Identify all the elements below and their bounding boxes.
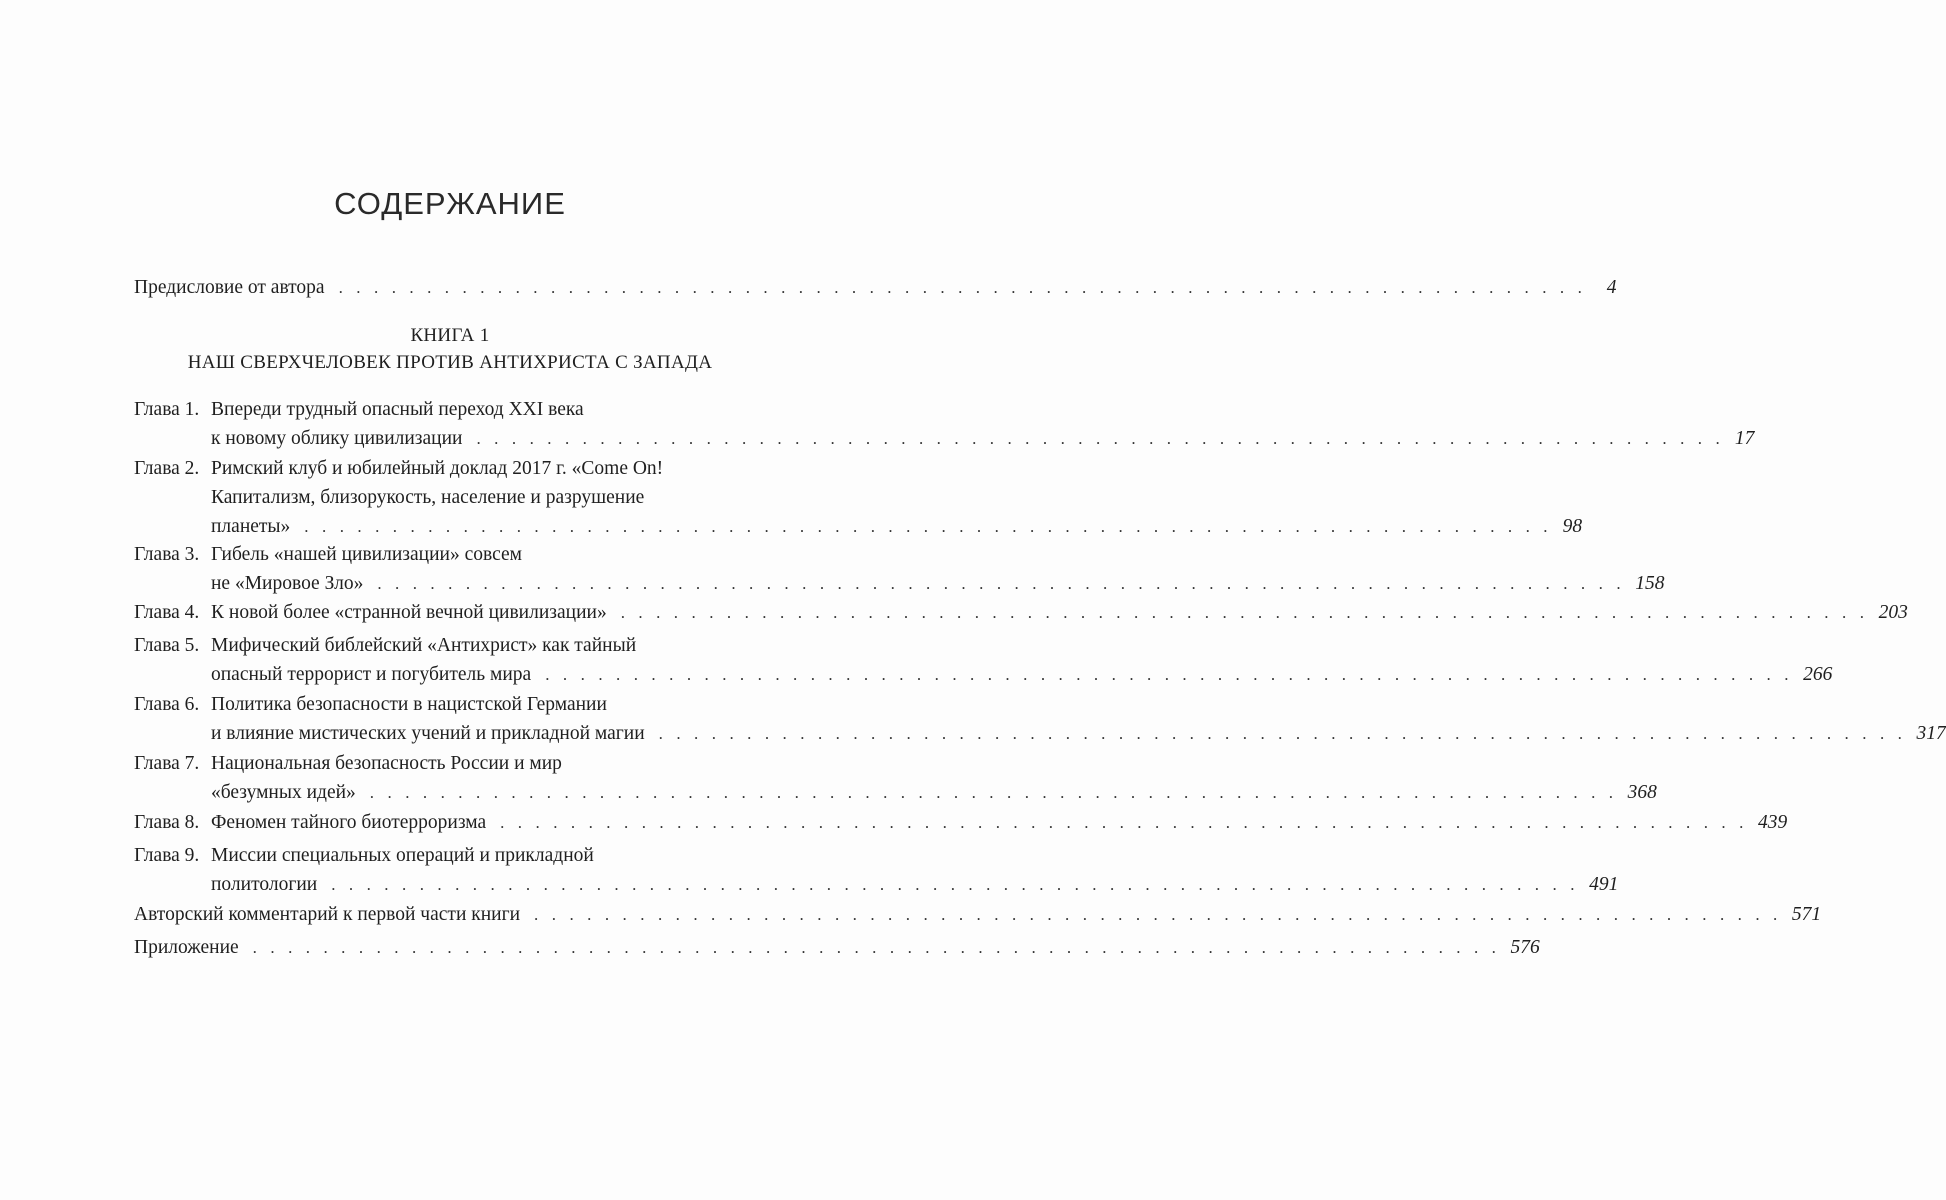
- toc-entry-chapter-8[interactable]: [134, 808, 1788, 837]
- chapter-label: Глава 1.: [134, 399, 200, 420]
- chapter-title-line: Капитализм, близорукость, население и разрушение: [211, 487, 645, 508]
- page-number: 17: [1734, 428, 1755, 449]
- toc-entry-chapter-4[interactable]: [134, 598, 1908, 627]
- toc-entry-chapter-3[interactable]: [134, 540, 1665, 598]
- toc-entry-chapter-5[interactable]: [134, 631, 1833, 689]
- dot-leader: . . . . . . . . . . . . . . . . . . . . . . . . . . . . . . . . . . . . . . . . . . . . . . . . . . . . . . . . . . . . . . . . . . . . . . .: [500, 813, 1748, 832]
- toc-entry-chapter-2[interactable]: [134, 454, 1583, 541]
- toc-entry-chapter-6[interactable]: [134, 690, 1946, 748]
- dot-leader: . . . . . . . . . . . . . . . . . . . . . . . . . . . . . . . . . . . . . . . . . . . . . . . . . . . . . . . . . . . . . . . . . . . . . . .: [304, 517, 1553, 536]
- chapter-title-line: к новому облику цивилизации: [211, 428, 463, 449]
- dot-leader: . . . . . . . . . . . . . . . . . . . . . . . . . . . . . . . . . . . . . . . . . . . . . . . . . . . . . . . . . . . . . . . . . . . . . . .: [369, 783, 1618, 802]
- chapter-label: Глава 4.: [134, 602, 200, 623]
- page-number: 4: [1606, 277, 1617, 298]
- chapter-title-line: политологии: [211, 874, 318, 895]
- dot-leader: . . . . . . . . . . . . . . . . . . . . . . . . . . . . . . . . . . . . . . . . . . . . . . . . . . . . . . . . . . . . . . . . . . . . . . .: [476, 429, 1725, 448]
- page-title: СОДЕРЖАНИЕ: [334, 186, 566, 221]
- entry-text: Авторский комментарий к первой части книги: [134, 904, 521, 925]
- page-number: 576: [1510, 937, 1540, 958]
- toc-entry-appendix[interactable]: [134, 933, 1540, 962]
- dot-leader: . . . . . . . . . . . . . . . . . . . . . . . . . . . . . . . . . . . . . . . . . . . . . . . . . . . . . . . . . . . . . . . . . . . . . . .: [658, 724, 1907, 743]
- toc-entry-chapter-7[interactable]: [134, 749, 1657, 807]
- chapter-title-line: не «Мировое Зло»: [211, 573, 364, 594]
- book-label: КНИГА 1: [410, 325, 490, 346]
- toc-entry-preface[interactable]: [134, 273, 1617, 302]
- chapter-label: Глава 3.: [134, 544, 200, 565]
- page-number: 266: [1803, 664, 1833, 685]
- chapter-label: Глава 7.: [134, 753, 200, 774]
- chapter-title-line: «безумных идей»: [211, 782, 356, 803]
- chapter-title-line: Впереди трудный опасный переход XXI века: [211, 399, 584, 420]
- chapter-title-line: Римский клуб и юбилейный доклад 2017 г. «Come On!: [211, 458, 664, 479]
- chapter-title-line: Мифический библейский «Антихрист» как тайный: [211, 635, 637, 656]
- dot-leader: . . . . . . . . . . . . . . . . . . . . . . . . . . . . . . . . . . . . . . . . . . . . . . . . . . . . . . . . . . . . . . . . . . . . . . .: [545, 665, 1794, 684]
- chapter-title-line: Миссии специальных операций и прикладной: [211, 845, 594, 866]
- chapter-title-line: Гибель «нашей цивилизации» совсем: [211, 544, 522, 565]
- dot-leader: . . . . . . . . . . . . . . . . . . . . . . . . . . . . . . . . . . . . . . . . . . . . . . . . . . . . . . . . . . . . . . . . . . . . . . .: [377, 574, 1626, 593]
- chapter-title-line: планеты»: [211, 516, 291, 537]
- page-number: 368: [1627, 782, 1657, 803]
- toc-entry-commentary[interactable]: [134, 900, 1822, 929]
- chapter-title-line: Феномен тайного биотерроризма: [211, 812, 487, 833]
- toc-entry-chapter-1[interactable]: [134, 395, 1755, 453]
- chapter-title-line: Политика безопасности в нацистской Германии: [211, 694, 607, 715]
- entry-text: Предисловие от автора: [134, 277, 325, 298]
- page-number: 317: [1916, 723, 1946, 744]
- chapter-label: Глава 6.: [134, 694, 200, 715]
- book-heading: [0, 322, 900, 376]
- chapter-title-line: и влияние мистических учений и прикладной магии: [211, 723, 645, 744]
- toc-entry-chapter-9[interactable]: [134, 841, 1619, 899]
- entry-text: Приложение: [134, 937, 239, 958]
- chapter-label: Глава 2.: [134, 458, 200, 479]
- page-number: 203: [1878, 602, 1908, 623]
- chapter-title-line: К новой более «странной вечной цивилизации»: [211, 602, 607, 623]
- dot-leader: . . . . . . . . . . . . . . . . . . . . . . . . . . . . . . . . . . . . . . . . . . . . . . . . . . . . . . . . . . . . . . . . . . . . . . .: [534, 905, 1782, 924]
- page-number: 439: [1757, 812, 1788, 833]
- dot-leader: . . . . . . . . . . . . . . . . . . . . . . . . . . . . . . . . . . . . . . . . . . . . . . . . . . . . . . . . . . . . . . . . . . . . . . .: [620, 603, 1869, 622]
- chapter-label: Глава 5.: [134, 635, 200, 656]
- chapter-label: Глава 9.: [134, 845, 200, 866]
- dot-leader: . . . . . . . . . . . . . . . . . . . . . . . . . . . . . . . . . . . . . . . . . . . . . . . . . . . . . . . . . . . . . . . . . . . . . . .: [331, 875, 1580, 894]
- page-number: 571: [1791, 904, 1822, 925]
- dot-leader: . . . . . . . . . . . . . . . . . . . . . . . . . . . . . . . . . . . . . . . . . . . . . . . . . . . . . . . . . . . . . . . . . . . . . . .: [338, 278, 1587, 297]
- page-number: 491: [1589, 874, 1619, 895]
- chapter-label: Глава 8.: [134, 812, 200, 833]
- page-number: 98: [1562, 516, 1583, 537]
- page-number: 158: [1635, 573, 1665, 594]
- chapter-title-line: Национальная безопасность России и мир: [211, 753, 562, 774]
- book-title: НАШ СВЕРХЧЕЛОВЕК ПРОТИВ АНТИХРИСТА С ЗАПАДА: [187, 352, 713, 373]
- dot-leader: . . . . . . . . . . . . . . . . . . . . . . . . . . . . . . . . . . . . . . . . . . . . . . . . . . . . . . . . . . . . . . . . . . . . . . .: [252, 938, 1501, 957]
- chapter-title-line: опасный террорист и погубитель мира: [211, 664, 532, 685]
